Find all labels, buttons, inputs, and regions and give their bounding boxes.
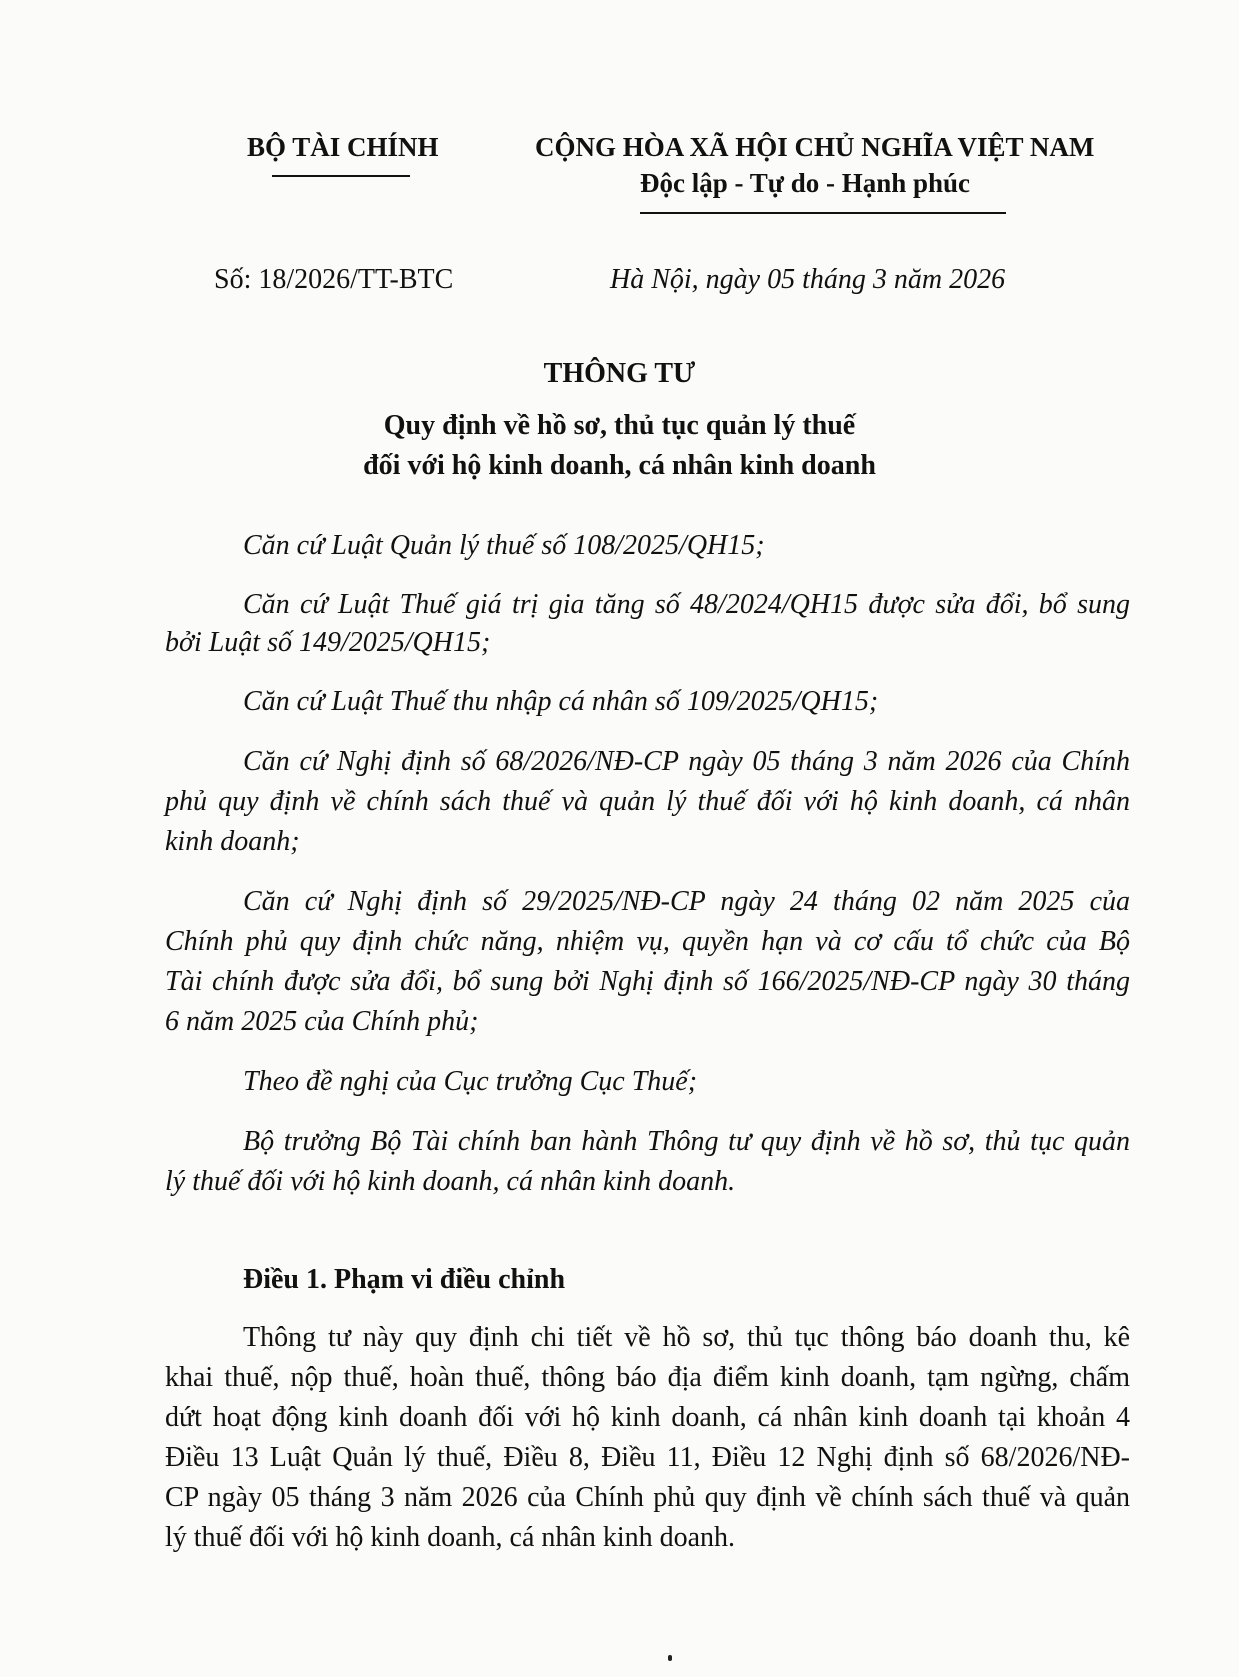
basis-line: Căn cứ Luật Thuế giá trị gia tăng số 48/2024/QH15 được sửa đổi, bổ sung (243, 589, 1130, 620)
article-1-line: Điều 13 Luật Quản lý thuế, Điều 8, Điều 11, Điều 12 Nghị định số 68/2026/NĐ- (165, 1442, 1130, 1473)
national-motto: Độc lập - Tự do - Hạnh phúc (640, 168, 971, 198)
article-1-line: lý thuế đối với hộ kinh doanh, cá nhân kinh doanh. (165, 1522, 736, 1553)
basis-line: bởi Luật số 149/2025/QH15; (165, 627, 491, 658)
stray-mark (668, 1655, 672, 1661)
article-1-line: khai thuế, nộp thuế, hoàn thuế, thông báo địa điểm kinh doanh, tạm ngừng, chấm (165, 1362, 1130, 1393)
article-1-line: Thông tư này quy định chi tiết về hồ sơ, thủ tục thông báo doanh thu, kê (243, 1322, 1130, 1353)
basis-line: kinh doanh; (165, 826, 300, 857)
agency-name: BỘ TÀI CHÍNH (247, 132, 439, 162)
basis-line: Căn cứ Luật Thuế thu nhập cá nhân số 109/2025/QH15; (243, 686, 879, 717)
article-1-line: CP ngày 05 tháng 3 năm 2026 của Chính phủ quy định về chính sách thuế và quản (165, 1482, 1130, 1513)
document-number: Số: 18/2026/TT-BTC (214, 264, 454, 295)
article-1-title: Điều 1. Phạm vi điều chỉnh (243, 1264, 566, 1295)
basis-line: 6 năm 2025 của Chính phủ; (165, 1006, 479, 1037)
agency-underline (272, 175, 410, 177)
basis-line: lý thuế đối với hộ kinh doanh, cá nhân kinh doanh. (165, 1166, 736, 1197)
basis-line: Bộ trưởng Bộ Tài chính ban hành Thông tư quy định về hồ sơ, thủ tục quản (243, 1126, 1130, 1157)
basis-line: phủ quy định về chính sách thuế và quản lý thuế đối với hộ kinh doanh, cá nhân (165, 786, 1130, 817)
basis-line: Căn cứ Nghị định số 68/2026/NĐ-CP ngày 05 tháng 3 năm 2026 của Chính (243, 746, 1130, 777)
basis-line: Theo đề nghị của Cục trưởng Cục Thuế; (243, 1066, 698, 1097)
document-type: THÔNG TƯ (543, 358, 696, 389)
place-date: Hà Nội, ngày 05 tháng 3 năm 2026 (610, 264, 1006, 295)
motto-underline (640, 212, 1006, 214)
article-1-line: dứt hoạt động kinh doanh đối với hộ kinh doanh, cá nhân kinh doanh tại khoản 4 (165, 1402, 1130, 1433)
basis-line: Tài chính được sửa đổi, bổ sung bởi Nghị định số 166/2025/NĐ-CP ngày 30 tháng (165, 966, 1130, 997)
basis-line: Căn cứ Luật Quản lý thuế số 108/2025/QH15; (243, 530, 765, 561)
basis-line: Chính phủ quy định chức năng, nhiệm vụ, quyền hạn và cơ cấu tổ chức của Bộ (165, 926, 1130, 957)
country-name: CỘNG HÒA XÃ HỘI CHỦ NGHĨA VIỆT NAM (535, 132, 1095, 162)
subject-line-2: đối với hộ kinh doanh, cá nhân kinh doanh (363, 450, 876, 481)
subject-line-1: Quy định về hồ sơ, thủ tục quản lý thuế (383, 410, 856, 441)
basis-line: Căn cứ Nghị định số 29/2025/NĐ-CP ngày 24 tháng 02 năm 2025 của (243, 886, 1130, 917)
